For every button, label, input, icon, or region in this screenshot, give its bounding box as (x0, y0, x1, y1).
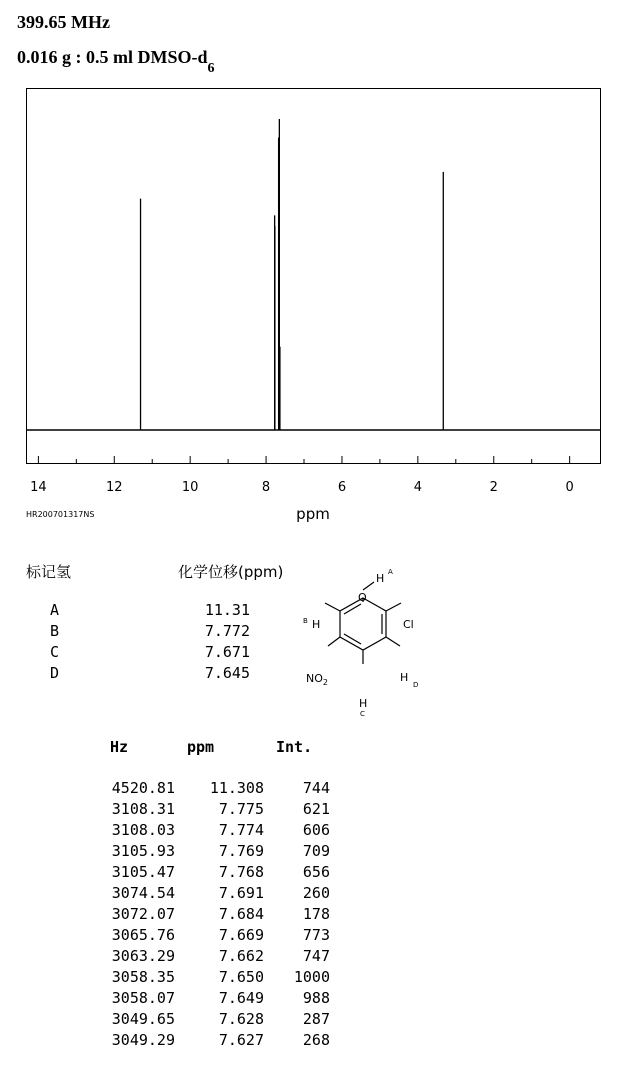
peak-int: 287 (302, 1010, 330, 1028)
peak-hz: 3058.07 (111, 989, 175, 1007)
x-tick-label: 0 (565, 480, 574, 495)
peak-int: 656 (302, 863, 330, 881)
assignment-value: 7.671 (204, 643, 250, 661)
peak-row (80, 862, 340, 883)
peak-int: 260 (302, 884, 330, 902)
assignment-label: D (50, 664, 60, 682)
peak-int: 1000 (293, 968, 330, 986)
assignment-table (50, 600, 250, 684)
peak-header-int: Int. (276, 738, 313, 756)
hydrogen-c: H (359, 697, 368, 710)
peak-row (80, 946, 340, 967)
peak-header-hz: Hz (110, 738, 129, 756)
sample-subscript: 6 (207, 61, 215, 76)
assignment-row (50, 621, 250, 642)
peak-row (80, 988, 340, 1009)
peak-rows (80, 778, 340, 1051)
x-tick-label: 14 (30, 480, 47, 495)
peak-ppm: 7.628 (218, 1010, 264, 1028)
nitro-group (306, 672, 328, 687)
peak-hz: 3074.54 (111, 884, 175, 902)
peak-row (80, 1009, 340, 1030)
chlorine-atom: Cl (403, 618, 414, 631)
sample-main: 0.016 g : 0.5 ml DMSO-d (17, 47, 208, 67)
peak-hz: 3049.65 (111, 1010, 175, 1028)
peak-hz: 3063.29 (111, 947, 175, 965)
x-tick-label: 10 (181, 480, 199, 495)
peak-row (80, 778, 340, 799)
peak-int: 178 (302, 905, 330, 923)
assignment-label: C (50, 643, 60, 661)
frequency-label: 399.65 MHz (17, 12, 110, 32)
nitro-main: NO (306, 672, 323, 685)
peak-row (80, 967, 340, 988)
hydroxyl-hydrogen: H (376, 572, 385, 585)
assignment-label: B (50, 622, 60, 640)
peak-int: 988 (302, 989, 330, 1007)
x-tick-label: 2 (489, 480, 498, 495)
peak-ppm: 7.768 (218, 863, 264, 881)
peak-ppm: 7.627 (218, 1031, 264, 1049)
peak-int: 747 (302, 947, 330, 965)
assignment-row (50, 600, 250, 621)
peak-ppm: 7.691 (218, 884, 264, 902)
peak-int: 621 (302, 800, 330, 818)
peak-int: 773 (302, 926, 330, 944)
peak-header-ppm: ppm (187, 738, 215, 756)
peak-group (141, 119, 444, 430)
peak-row (80, 904, 340, 925)
peak-row (80, 925, 340, 946)
x-axis-ticks (38, 456, 569, 463)
assignment-header-shift: 化学位移(ppm) (178, 563, 284, 581)
assignment-value: 7.645 (204, 664, 250, 682)
peak-int: 744 (302, 779, 330, 797)
assignment-row (50, 663, 250, 684)
peak-ppm: 7.769 (218, 842, 264, 860)
peak-ppm: 11.308 (209, 779, 264, 797)
peak-ppm: 7.649 (218, 989, 264, 1007)
oxygen-atom: O (358, 591, 367, 604)
peak-int: 709 (302, 842, 330, 860)
spectrum-id: HR200701317NS (26, 510, 95, 519)
x-axis-tick-labels (30, 480, 574, 495)
hydrogen-d: H (400, 671, 409, 684)
x-tick-label: 12 (106, 480, 123, 495)
peak-ppm: 7.775 (218, 800, 264, 818)
x-tick-label: 8 (261, 480, 271, 495)
hydrogen-tag-b: B (303, 617, 308, 625)
peak-ppm: 7.774 (218, 821, 264, 839)
x-tick-label: 6 (337, 480, 347, 495)
hydrogen-tag-a: A (388, 568, 393, 576)
peak-hz: 3105.47 (111, 863, 175, 881)
x-axis-label: ppm (296, 505, 330, 523)
molecule-structure (290, 560, 450, 720)
hydrogen-tag-c: C (360, 710, 365, 718)
peak-ppm: 7.684 (218, 905, 264, 923)
peak-hz: 3049.29 (111, 1031, 175, 1049)
peak-ppm: 7.662 (218, 947, 264, 965)
hydrogen-tag-d: D (413, 681, 419, 689)
assignment-label: A (50, 601, 60, 619)
assignment-value: 11.31 (204, 601, 250, 619)
peak-hz: 3065.76 (111, 926, 175, 944)
assignment-value: 7.772 (204, 622, 250, 640)
peak-hz: 3072.07 (111, 905, 175, 923)
plot-frame (27, 89, 601, 464)
peak-ppm: 7.650 (218, 968, 264, 986)
assignment-row (50, 642, 250, 663)
peak-hz: 3058.35 (111, 968, 175, 986)
peak-ppm: 7.669 (218, 926, 264, 944)
peak-row (80, 820, 340, 841)
peak-hz: 3108.03 (111, 821, 175, 839)
peak-int: 606 (302, 821, 330, 839)
peak-row (80, 841, 340, 862)
peak-hz: 4520.81 (111, 779, 175, 797)
assignment-header-label: 标记氢 (26, 563, 72, 581)
peak-row (80, 1030, 340, 1051)
peak-hz: 3108.31 (111, 800, 175, 818)
x-tick-label: 4 (413, 480, 422, 495)
peak-int: 268 (302, 1031, 330, 1049)
hydrogen-b: H (312, 618, 321, 631)
peak-hz: 3105.93 (111, 842, 175, 860)
peak-row (80, 883, 340, 904)
nitro-subscript: 2 (322, 678, 328, 687)
peak-row (80, 799, 340, 820)
